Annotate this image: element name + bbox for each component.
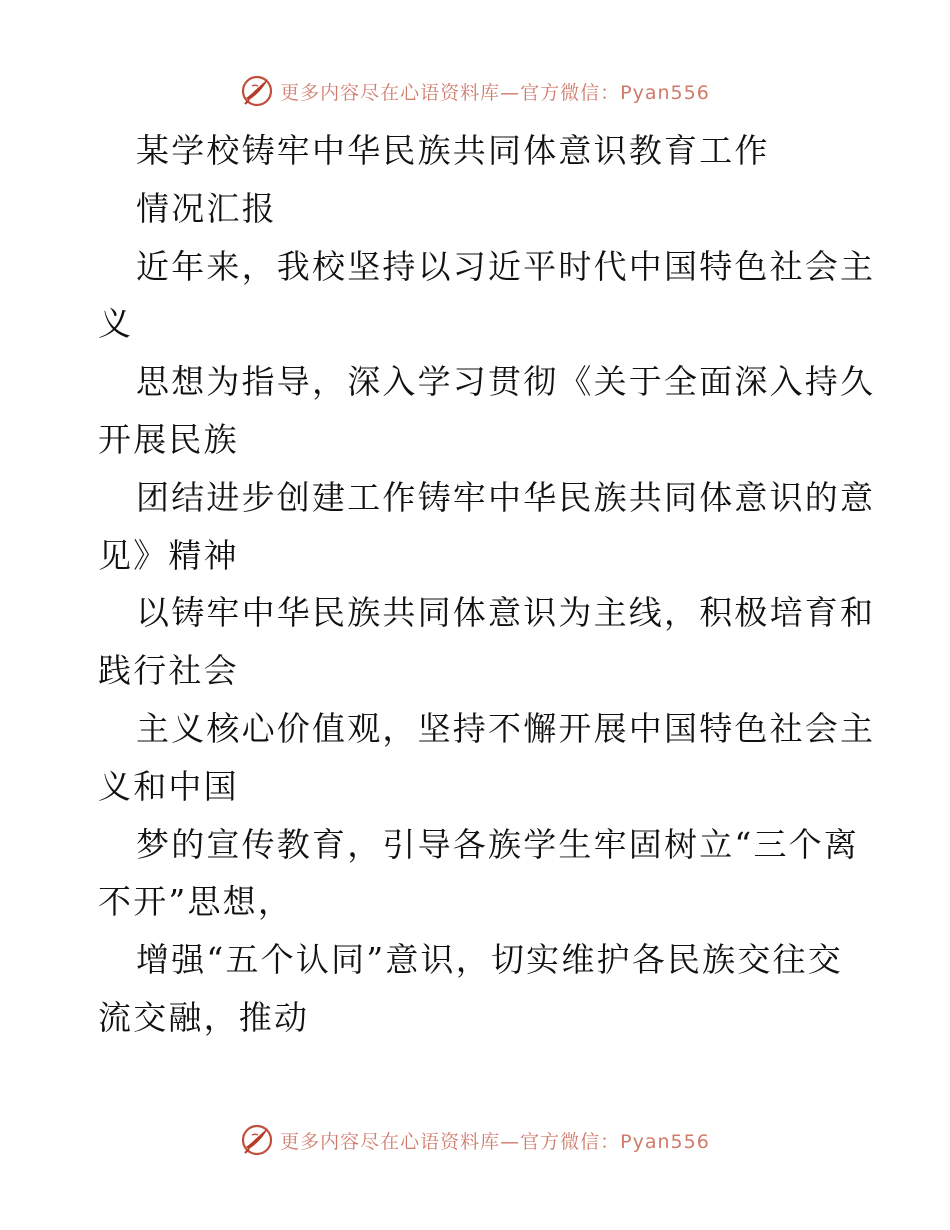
paragraph-line-wrap: 不开”思想， <box>98 882 294 922</box>
paragraph-line: 增强“五个认同”意识，切实维护各民族交往交 <box>136 940 843 980</box>
watermark-text: 更多内容尽在心语资料库—官方微信：Pyan556 <box>280 81 710 104</box>
paragraph-line-wrap: 开展民族 <box>98 419 239 459</box>
document-body <box>98 122 876 1047</box>
watermark-text: 更多内容尽在心语资料库—官方微信：Pyan556 <box>280 1130 710 1153</box>
paragraph-line: 梦的宣传教育，引导各族学生牢固树立“三个离 <box>136 824 860 864</box>
paragraph-line-wrap: 践行社会 <box>98 651 239 691</box>
quill-pen-logo-icon <box>240 74 274 108</box>
paragraph-line-wrap: 见》精神 <box>98 535 239 575</box>
document-title-line-2: 情况汇报 <box>136 188 277 228</box>
paragraph-line-wrap: 流交融，推动 <box>98 997 310 1037</box>
paragraph-line: 以铸牢中华民族共同体意识为主线，积极培育和 <box>136 593 876 633</box>
document-title-line-1: 某学校铸牢中华民族共同体意识教育工作 <box>136 131 770 170</box>
footer-watermark <box>0 1120 950 1160</box>
paragraph-line-wrap: 义和中国 <box>98 766 239 806</box>
header-watermark <box>0 71 950 111</box>
quill-pen-logo-icon <box>240 1123 274 1157</box>
paragraph-line: 近年来，我校坚持以习近平时代中国特色社会主 <box>136 246 876 286</box>
paragraph-line: 团结进步创建工作铸牢中华民族共同体意识的意 <box>136 477 876 517</box>
paragraph-line: 思想为指导，深入学习贯彻《关于全面深入持久 <box>136 362 876 402</box>
paragraph-line: 主义核心价值观，坚持不懈开展中国特色社会主 <box>136 708 876 748</box>
paragraph-line-wrap: 义 <box>98 304 134 344</box>
